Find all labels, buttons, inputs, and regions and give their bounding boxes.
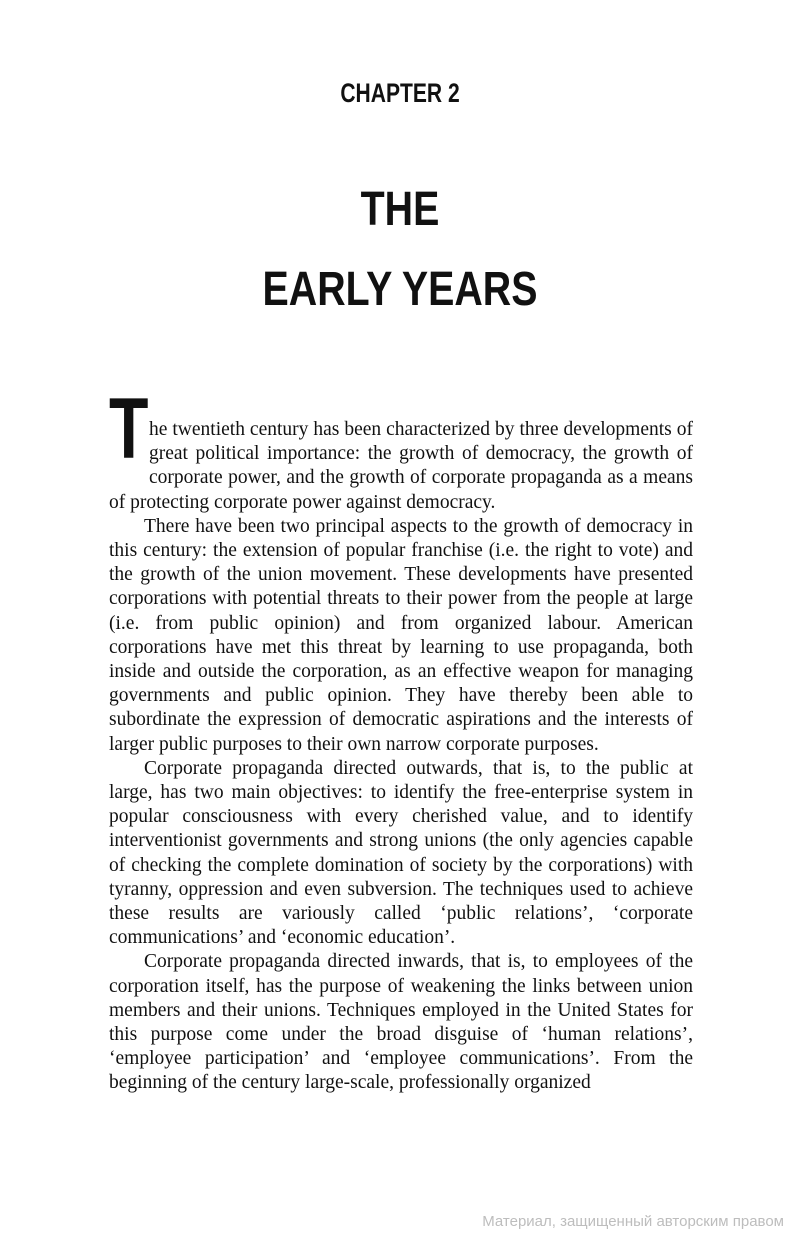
- drop-cap: T: [109, 381, 149, 477]
- chapter-title-line-1: THE: [360, 183, 440, 236]
- chapter-title-line-2: EARLY YEARS: [262, 263, 538, 316]
- copyright-watermark: Материал, защищенный авторским правом: [482, 1213, 784, 1230]
- body-text: [109, 381, 693, 1096]
- paragraph-1: [109, 381, 693, 515]
- paragraph-2: There have been two principal aspects to the growth of democracy in this century: the extension of popular franchise (i.e. the right to vote) and the growth of the union movement. These developments have presented corporations with potential threats to their power from the people at large (i.e. from public opinion) and from organized labour. American corporations have met this threat by learning to use propaganda, both inside and outside the corporation, as an effective weapon for managing governments and public opinion. They have thereby been able to subordinate the expression of democratic aspirations and the interests of larger public purposes to their own narrow corporate purposes.: [109, 515, 693, 755]
- paragraph-1-text: he twentieth century has been characterized by three developments of great political importance: the growth of democracy, the growth of corporate power, and the growth of corporate propaganda as a means of protecting corporate power against democracy.: [109, 419, 693, 513]
- chapter-label: CHAPTER 2: [340, 78, 460, 108]
- paragraph-3: Corporate propaganda directed outwards, that is, to the public at large, has two main objectives: to identify the free-enterprise system in popular consciousness with every cherished value, and to identify interventionist governments and strong unions (the only agencies capable of checking the complete domination of society by the corporations) with tyranny, oppression and even subversion. The techniques used to achieve these results are variously called ‘public relations’, ‘corporate communications’ and ‘economic education’.: [109, 757, 693, 949]
- paragraph-4: Corporate propaganda directed inwards, that is, to employees of the corporation itself, has the purpose of weakening the links between union members and their unions. Techniques employed in the United States for this purpose come under the broad disguise of ‘human relations’, ‘employee participation’ and ‘employee communications’. From the beginning of the century large-scale, professionally organized: [109, 951, 693, 1094]
- chapter-title: [72, 170, 728, 330]
